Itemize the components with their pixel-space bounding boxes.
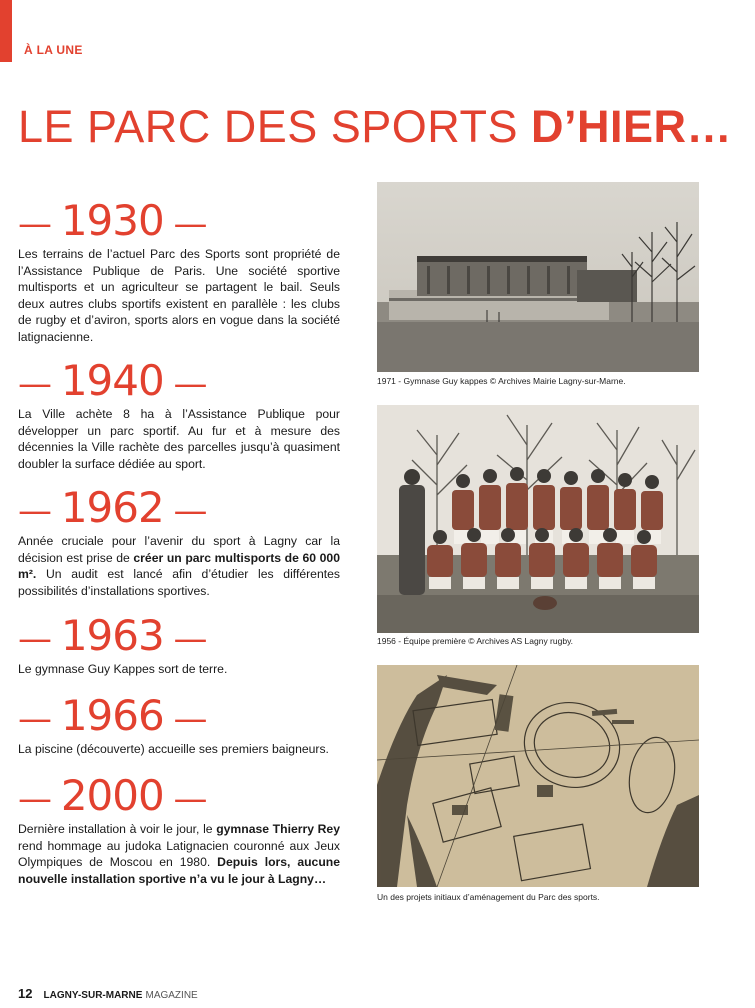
timeline-year: — 1962 — (18, 483, 207, 532)
timeline-year: — 1930 — (18, 196, 207, 245)
timeline-text: Le gymnase Guy Kappes sort de terre. (18, 662, 228, 676)
photo-equipe-1956 (377, 405, 699, 633)
photo-caption: 1971 - Gymnase Guy kappes © Archives Mairie Lagny-sur-Marne. (377, 376, 626, 386)
photo-gymnase-1971 (377, 182, 699, 372)
timeline-entry-1966 (18, 691, 340, 758)
red-corner-tab (0, 0, 12, 62)
timeline-entry-2000 (18, 771, 340, 887)
timeline-entry-1963 (18, 611, 340, 678)
page-number: 12 (18, 986, 33, 1001)
title-light: LE PARC DES SPORTS (18, 101, 518, 152)
timeline-entry-1930 (18, 196, 340, 346)
timeline-entry-1940 (18, 356, 340, 472)
title-bold: D’HIER… (531, 101, 733, 152)
timeline-year: — 1963 — (18, 611, 207, 660)
timeline-year: — 1940 — (18, 356, 207, 405)
timeline-text: La piscine (découverte) accueille ses premiers baigneurs. (18, 742, 329, 756)
page-title (18, 101, 733, 152)
timeline-text: Année cruciale pour l’avenir du sport à Lagny car la décision est prise de créer un parc multisports de 60 000 m². Un audit est lancé afin d’étudier les différentes possibilités d’installations sportives. (18, 534, 340, 598)
plan-parc-des-sports (377, 665, 699, 887)
magazine-word: MAGAZINE (145, 990, 198, 1001)
timeline-entry-1962 (18, 483, 340, 599)
timeline-year: — 2000 — (18, 771, 207, 820)
timeline-text: La Ville achète 8 ha à l’Assistance Publique pour développer un parc sportif. Au fur et à mesure des décennies la Ville rachète des parcelles jusqu’à quasiment doubler la surface dédiée au sport. (18, 407, 340, 471)
photo-caption: Un des projets initiaux d’aménagement du Parc des sports. (377, 892, 600, 902)
magazine-brand: LAGNY-SUR-MARNE (43, 990, 143, 1001)
timeline-text: Les terrains de l’actuel Parc des Sports sont propriété de l’Assistance Publique de Paris. Une société sportive multisports et un agriculteur se partagent le bail. Seuls deux autres clubs sportifs existent en parallèle : les clubs de rugby et d’aviron, sports alors en vogue dans la société latignacienne. (18, 247, 340, 344)
timeline-year: — 1966 — (18, 691, 207, 740)
photo-caption: 1956 - Équipe première © Archives AS Lagny rugby. (377, 636, 574, 646)
timeline-text: Dernière installation à voir le jour, le gymnase Thierry Rey rend hommage au judoka Latignacien couronné aux Jeux Olympiques de Moscou en 1980. Depuis lors, aucune nouvelle installation sportive n’a vu le jour à Lagny… (18, 822, 340, 886)
section-label: À LA UNE (24, 43, 83, 57)
page-footer (18, 986, 198, 1001)
